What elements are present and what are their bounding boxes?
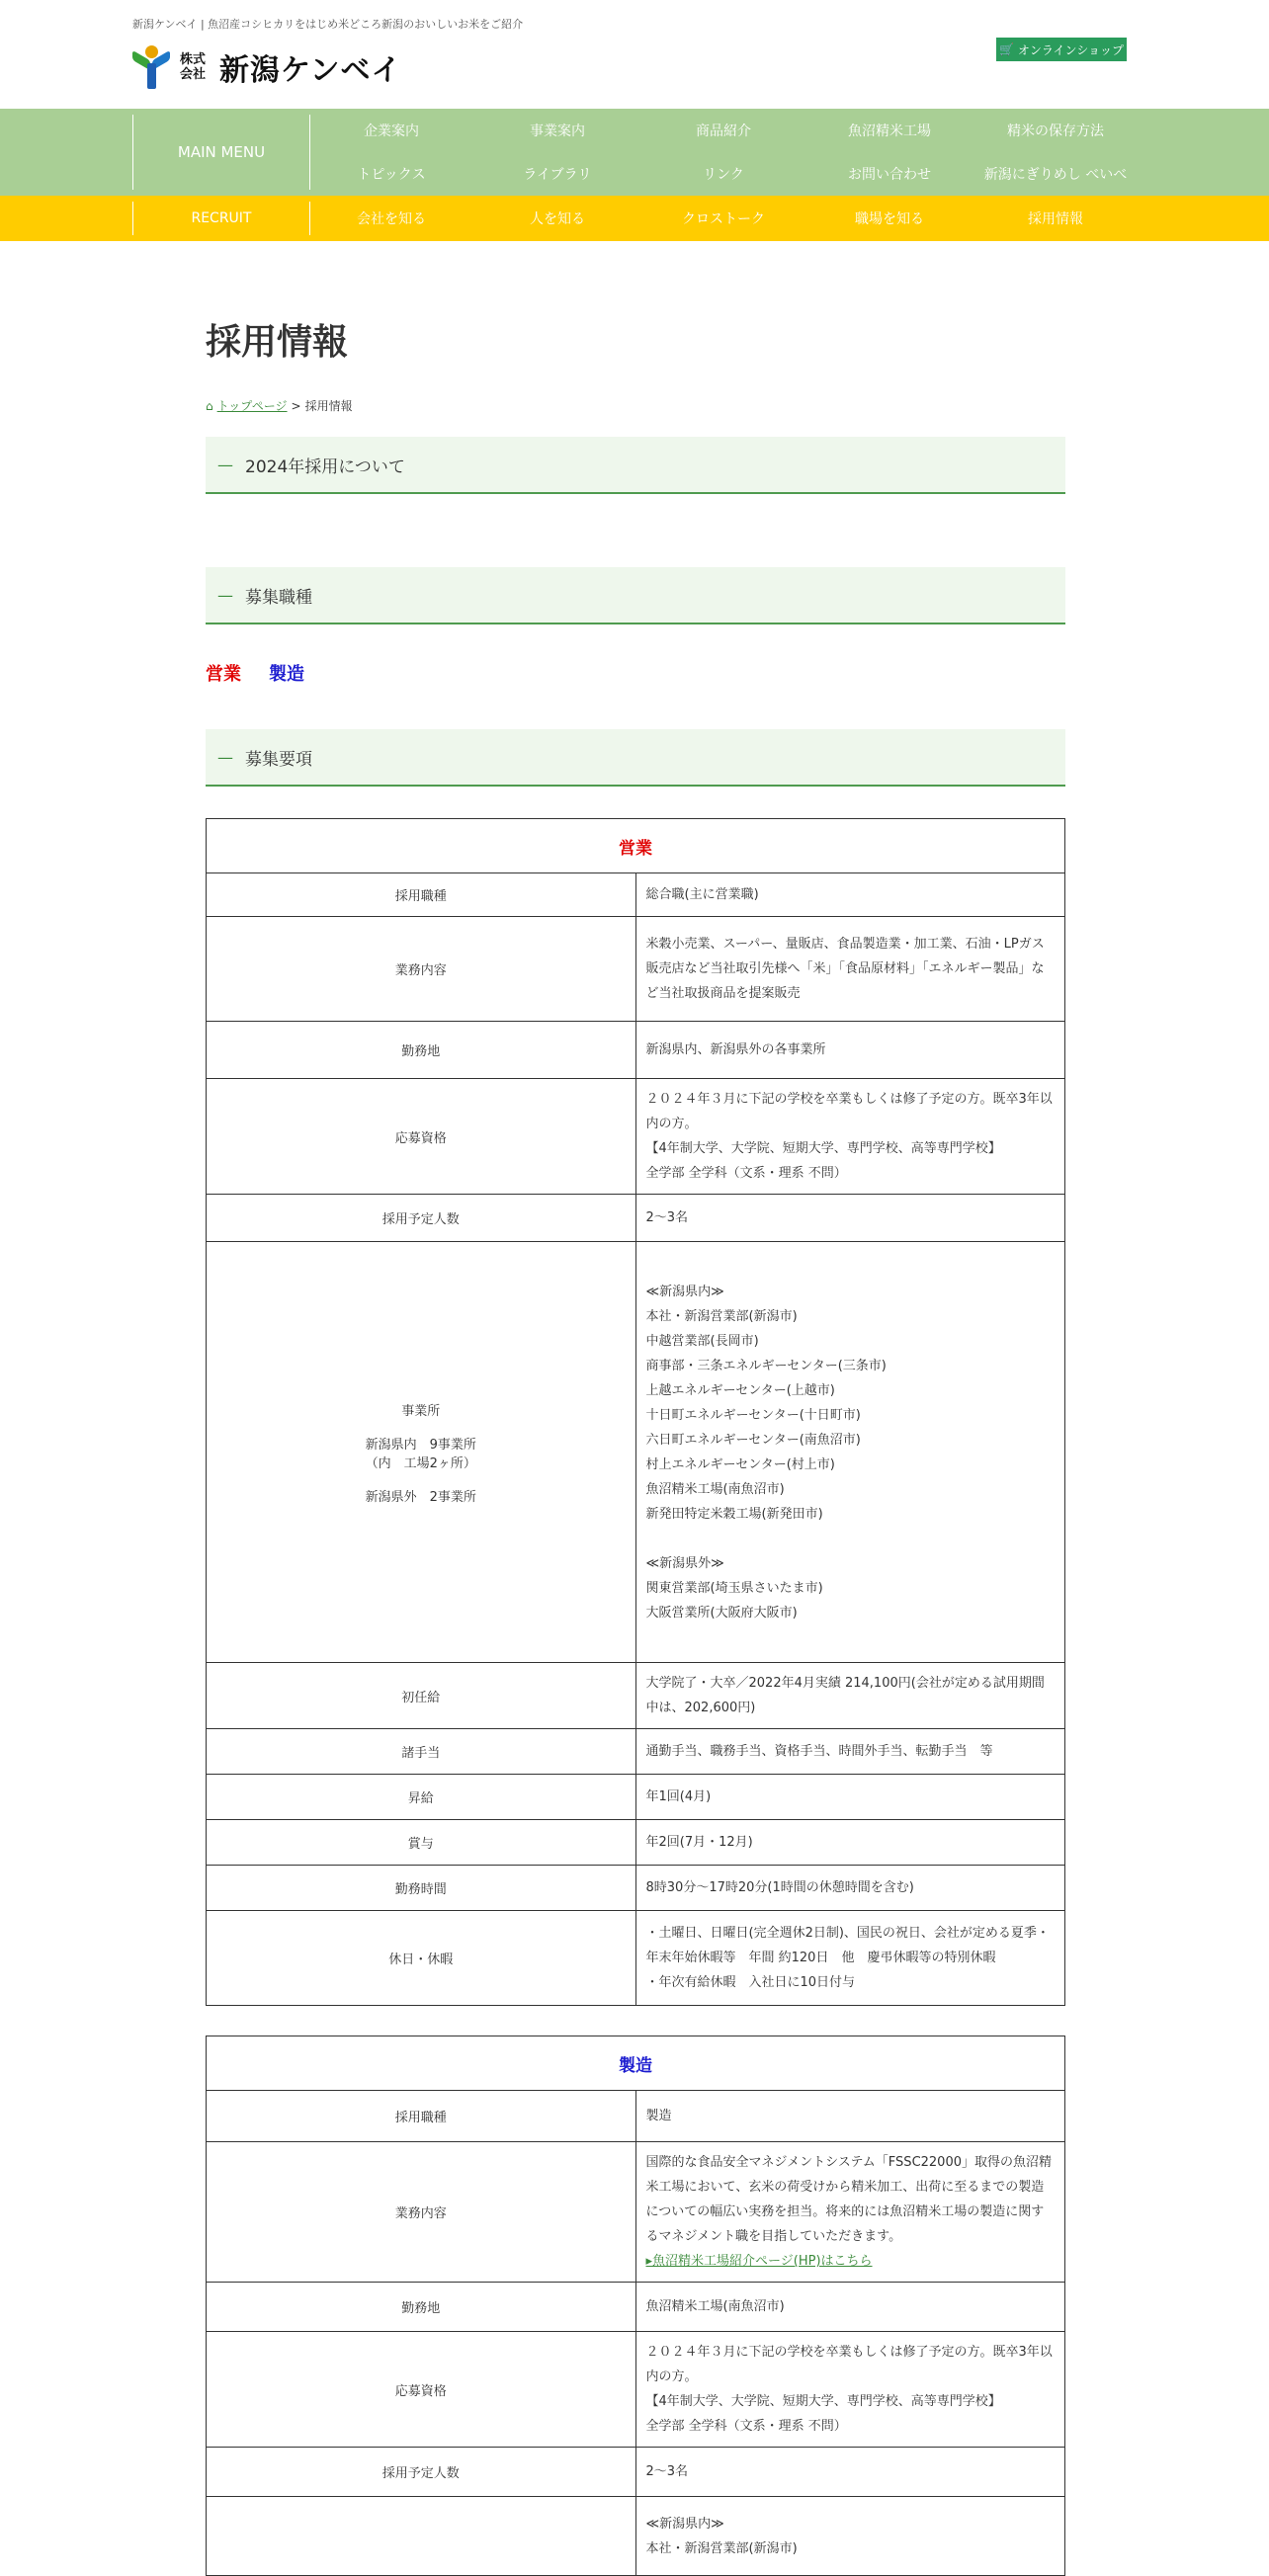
breadcrumb-current: 採用情報 — [304, 399, 353, 413]
row-value-line: 米穀小売業、スーパー、量販店、食品製造業・加工業、石油・LPガス販売店など当社取引先様へ「米」「食品原材料」「エネルギー製品」など当社取扱商品を提案販売 — [645, 937, 1045, 1001]
nav-item-factory[interactable]: 魚沼精米工場 — [848, 124, 931, 139]
section-heading-requirements — [206, 729, 1065, 787]
row-label-line — [208, 1471, 634, 1486]
section-heading-text: 2024年採用について — [245, 457, 405, 477]
row-value-line: 総合職(主に営業職) — [645, 887, 759, 902]
nav-item-onigiri[interactable]: 新潟にぎりめし べいべ — [983, 167, 1128, 183]
row-value-line: ・土曜日、日曜日(完全週休2日制)、国民の祝日、会社が定める夏季・年末年始休暇等 年間 約120日 他 慶弔休暇等の特別休暇 — [645, 1926, 1050, 1965]
row-value — [635, 1775, 1065, 1820]
row-label: 応募資格 — [207, 1079, 636, 1195]
table-row — [207, 2332, 1065, 2448]
row-value — [635, 1663, 1065, 1729]
breadcrumb-home-link[interactable]: トップページ — [216, 399, 288, 413]
row-value-line: 製造 — [645, 2109, 672, 2123]
table-row — [207, 1911, 1065, 2006]
table-row — [207, 1022, 1065, 1079]
row-value-line: 新潟県内、新潟県外の各事業所 — [645, 1042, 826, 1057]
row-label-line: 事業所 — [401, 1403, 441, 1419]
row-label: 昇給 — [207, 1775, 636, 1820]
row-label-line: 新潟県外 2事業所 — [365, 1489, 476, 1505]
nav-item-business[interactable]: 事業案内 — [530, 124, 585, 139]
row-value — [635, 1729, 1065, 1775]
table-row — [207, 873, 1065, 917]
logo-text: 新潟ケンベイ — [219, 53, 402, 88]
company-logo[interactable] — [132, 43, 402, 91]
row-label: 業務内容 — [207, 917, 636, 1022]
section-heading-text: 募集職種 — [245, 587, 312, 608]
row-label: 業務内容 — [207, 2142, 636, 2283]
table-row — [207, 1820, 1065, 1866]
recruit-label: RECRUIT — [132, 202, 310, 235]
nav-item-topics[interactable]: トピックス — [357, 167, 426, 183]
table-row — [207, 1079, 1065, 1195]
nav-item-storage[interactable]: 精米の保存方法 — [1007, 124, 1104, 139]
row-value-line: ≪新潟県内≫ — [645, 1284, 724, 1299]
row-value-line: 通勤手当、職務手当、資格手当、時間外手当、転勤手当 等 — [645, 1744, 993, 1759]
section-heading-text: 募集要項 — [245, 749, 312, 770]
dash-icon: — — [217, 455, 233, 474]
row-value-line: 国際的な食品安全マネジメントシステム「FSSC22000」取得の魚沼精米工場において、玄米の荷受けから精米加工、出荷に至るまでの製造についての幅広い実務を担当。将来的には魚沼精米工場の製造に関するマネジメント職を目指していただきます。 — [645, 2155, 1052, 2244]
nav-item-links[interactable]: リンク — [703, 167, 744, 183]
recruit-item-company[interactable]: 会社を知る — [357, 211, 426, 227]
row-value-line: 本社・新潟営業部(新潟市) — [645, 1308, 798, 1324]
main-nav — [0, 109, 1269, 196]
recruit-nav — [0, 196, 1269, 241]
nav-item-library[interactable]: ライブラリ — [523, 167, 592, 183]
table-row — [207, 1195, 1065, 1242]
online-shop-label: オンラインショップ — [1017, 42, 1125, 57]
table-row — [207, 2448, 1065, 2497]
mfg-requirements-table — [206, 2036, 1065, 2576]
breadcrumb-separator: > — [291, 398, 301, 413]
row-value — [635, 1079, 1065, 1195]
row-value-line: 関東営業部(埼玉県さいたま市) — [645, 1580, 823, 1596]
row-value — [635, 1911, 1065, 2006]
row-value-line: 中越営業部(長岡市) — [645, 1333, 759, 1349]
row-value-line: ２０２４年３月に下記の学校を卒業もしくは修了予定の方。既卒3年以内の方。 — [645, 1092, 1053, 1131]
table-row — [207, 1729, 1065, 1775]
table-row — [207, 1663, 1065, 1729]
row-value-line: 年1回(4月) — [645, 1789, 712, 1804]
main-nav-items — [308, 109, 1139, 196]
row-label: 採用予定人数 — [207, 2448, 636, 2497]
row-label-line: （内 工場2ヶ所） — [365, 1455, 476, 1471]
row-label: 勤務地 — [207, 1022, 636, 1079]
page-title: 採用情報 — [206, 322, 349, 363]
recruit-item-people[interactable]: 人を知る — [530, 211, 585, 227]
nav-item-contact[interactable]: お問い合わせ — [848, 167, 931, 183]
nav-item-company[interactable]: 企業案内 — [364, 124, 419, 139]
row-label-line — [208, 1419, 634, 1434]
online-shop-button[interactable] — [996, 38, 1127, 61]
nav-item-products[interactable]: 商品紹介 — [696, 124, 751, 139]
row-value-line: 大学院了・大卒／2022年4月実績 214,100円(会社が定める試用期間中は、202,600円) — [645, 1676, 1045, 1715]
row-value-line: 本社・新潟営業部(新潟市) — [645, 2540, 798, 2556]
recruit-nav-items — [308, 196, 1139, 241]
row-value-line: 8時30分～17時20分(1時間の休憩時間を含む) — [645, 1880, 914, 1895]
row-value-line: 年2回(7月・12月) — [645, 1835, 753, 1850]
header-tagline: 新潟ケンベイ | 魚沼産コシヒカリをはじめ米どころ新潟のおいしいお米をご紹介 — [132, 18, 524, 31]
row-label-line: 新潟県内 9事業所 — [365, 1437, 476, 1453]
section-heading-2024 — [206, 437, 1065, 494]
row-value — [635, 917, 1065, 1022]
row-label: 採用職種 — [207, 2091, 636, 2142]
row-value — [635, 1195, 1065, 1242]
recruit-item-crosstalk[interactable]: クロストーク — [682, 211, 765, 227]
factory-page-link[interactable]: ▸魚沼精米工場紹介ページ(HP)はこちら — [645, 2254, 873, 2269]
cart-icon: 🛒 — [998, 42, 1014, 56]
dash-icon: — — [217, 747, 233, 767]
row-value-line: 十日町エネルギーセンター(十日町市) — [645, 1407, 861, 1423]
row-value-line: 魚沼精米工場(南魚沼市) — [645, 1481, 785, 1497]
job-type-sales-link[interactable]: 営業 — [206, 664, 241, 685]
row-value — [635, 2448, 1065, 2497]
row-label: 賞与 — [207, 1820, 636, 1866]
row-value — [635, 2497, 1065, 2576]
row-value — [635, 2142, 1065, 2283]
row-value-line: 新発田特定米穀工場(新発田市) — [645, 1506, 823, 1522]
row-value-line: ≪新潟県外≫ — [645, 1555, 724, 1571]
row-value-line: ・年次有給休暇 入社日に10日付与 — [645, 1975, 856, 1990]
table-caption: 製造 — [207, 2036, 1065, 2091]
row-value-line: 2～3名 — [645, 2464, 689, 2479]
row-label: 勤務時間 — [207, 1866, 636, 1911]
row-label — [207, 2497, 636, 2576]
row-label: 採用職種 — [207, 873, 636, 917]
section-heading-jobtypes — [206, 567, 1065, 624]
table-row — [207, 2091, 1065, 2142]
row-value — [635, 1820, 1065, 1866]
row-value-line: 全学部 全学科（文系・理系 不問） — [645, 1166, 847, 1181]
row-value-line: ≪新潟県内≫ — [645, 2516, 724, 2532]
row-label: 初任給 — [207, 1663, 636, 1729]
recruit-item-workplace[interactable]: 職場を知る — [855, 211, 924, 227]
job-type-mfg-link[interactable]: 製造 — [269, 664, 304, 685]
row-label — [207, 1242, 636, 1663]
row-value — [635, 2332, 1065, 2448]
row-value-line: 全学部 全学科（文系・理系 不問） — [645, 2419, 847, 2434]
table-row — [207, 2283, 1065, 2332]
row-label: 休日・休暇 — [207, 1911, 636, 2006]
table-caption: 営業 — [207, 819, 1065, 873]
row-value-line: 【4年制大学、大学院、短期大学、専門学校、高等専門学校】 — [645, 2394, 1001, 2409]
row-value-line: 村上エネルギーセンター(村上市) — [645, 1456, 835, 1472]
table-row — [207, 2497, 1065, 2576]
breadcrumb — [206, 397, 353, 414]
logo-icon — [132, 45, 170, 89]
row-label: 採用予定人数 — [207, 1195, 636, 1242]
job-type-links — [206, 660, 304, 686]
table-row — [207, 2142, 1065, 2283]
table-row — [207, 1775, 1065, 1820]
table-row — [207, 917, 1065, 1022]
row-value-line — [646, 1527, 1056, 1551]
row-value-line: ２０２４年３月に下記の学校を卒業もしくは修了予定の方。既卒3年以内の方。 — [645, 2345, 1053, 2384]
row-label: 応募資格 — [207, 2332, 636, 2448]
row-value — [635, 873, 1065, 917]
home-icon: ⌂ — [206, 398, 213, 413]
row-value-line: 【4年制大学、大学院、短期大学、専門学校、高等専門学校】 — [645, 1141, 1001, 1156]
table-row — [207, 1242, 1065, 1663]
row-value-line: 2～3名 — [645, 1210, 689, 1225]
row-value-line: 大阪営業所(大阪府大阪市) — [645, 1605, 798, 1620]
dash-icon: — — [217, 585, 233, 605]
row-value — [635, 1242, 1065, 1663]
row-value-line: 魚沼精米工場(南魚沼市) — [645, 2299, 785, 2314]
row-value-line: 六日町エネルギーセンター(南魚沼市) — [645, 1432, 861, 1448]
logo-sub: 株式会社 — [180, 52, 207, 82]
row-value-line: 商事部・三条エネルギーセンター(三条市) — [645, 1358, 887, 1373]
row-value — [635, 1866, 1065, 1911]
row-value — [635, 1022, 1065, 1079]
table-row — [207, 1866, 1065, 1911]
main-menu-label: MAIN MENU — [132, 115, 310, 190]
row-value — [635, 2091, 1065, 2142]
row-label: 勤務地 — [207, 2283, 636, 2332]
row-value — [635, 2283, 1065, 2332]
row-value-line: 上越エネルギーセンター(上越市) — [645, 1382, 835, 1398]
row-label: 諸手当 — [207, 1729, 636, 1775]
sales-requirements-table — [206, 818, 1065, 2006]
recruit-item-info[interactable]: 採用情報 — [1028, 211, 1083, 227]
